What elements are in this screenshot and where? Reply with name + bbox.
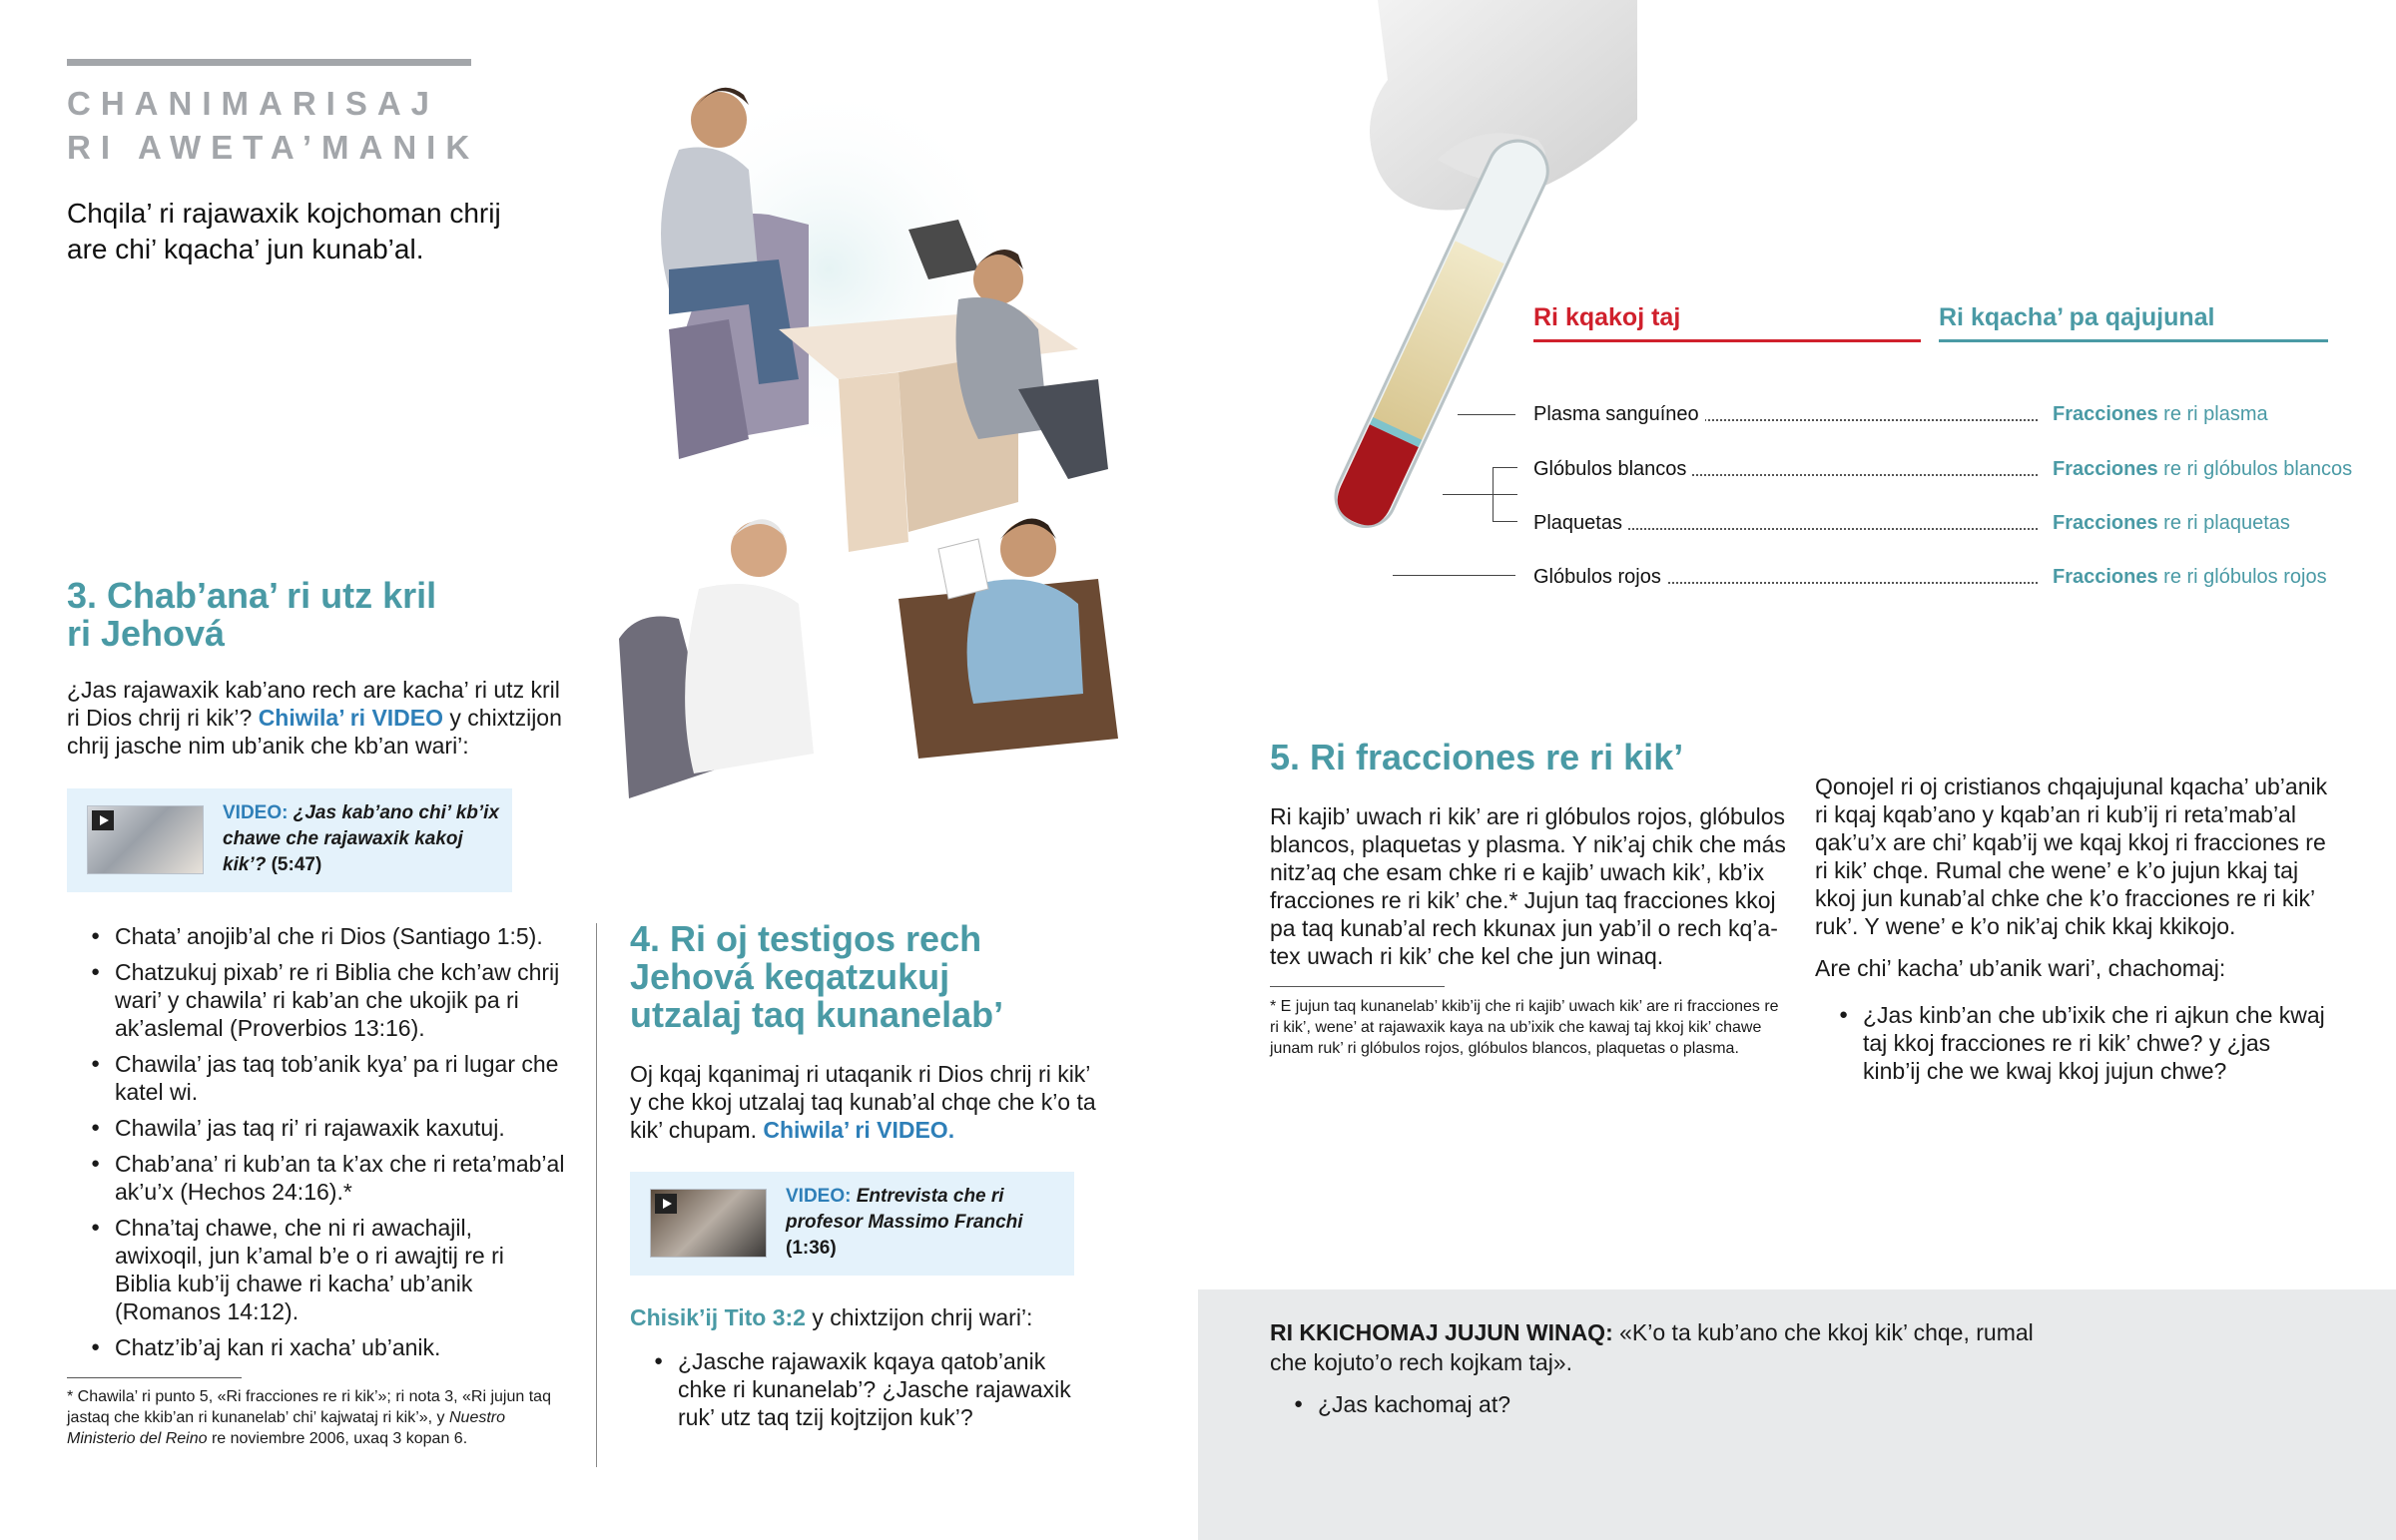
chart-header-rule-teal bbox=[1939, 339, 2328, 342]
video-thumbnail[interactable] bbox=[87, 805, 204, 874]
kicker-line-1: CHANIMARISAJ bbox=[67, 85, 440, 122]
panel-label: RI KKICHOMAJ JUJUN WINAQ: bbox=[1270, 1319, 1613, 1345]
section-5-heading: 5. Ri fracciones re ri kik’ bbox=[1270, 737, 1684, 777]
video-thumbnail[interactable] bbox=[650, 1189, 767, 1258]
section-3-bullet-list bbox=[67, 922, 566, 1369]
video-caption bbox=[223, 800, 502, 878]
fraction-label-rest: re ri plasma bbox=[2157, 403, 2268, 425]
footnote-right: * E jujun taq kunanelab’ kkib’ij che ri kajib’ uwach kik’ are ri fracciones re ri kik’, wene’ at rajawaxik kaya na ub’ixik che kawaj taj kkoj kik’ chawe junam ruk’ ri glóbulos rojos, glóbulos blancos, plaquetas o plasma. bbox=[1270, 998, 1779, 1057]
watch-video-link-2[interactable]: Chiwila’ ri VIDEO. bbox=[763, 1117, 955, 1143]
fraction-label-rest: re ri glóbulos rojos bbox=[2157, 566, 2327, 588]
section-5-body-right bbox=[1815, 772, 2334, 982]
section-4-heading: 4. Ri oj testigos rech Jehová keqatzukuj utzalaj taq kunanelab’ bbox=[630, 918, 1004, 1035]
fraction-label-bold: Fracciones bbox=[2053, 512, 2158, 534]
video-caption bbox=[786, 1184, 1065, 1262]
footnote-publication: Nuestro Ministerio del Reino bbox=[67, 1409, 506, 1447]
play-icon[interactable] bbox=[92, 810, 114, 830]
leader-line bbox=[1493, 467, 1517, 468]
blood-components-chart bbox=[1418, 289, 2356, 609]
section-3-body bbox=[67, 676, 566, 760]
chart-row bbox=[1533, 508, 2342, 538]
footnote-text-end: re noviembre 2006, uxaq 3 kopan 6. bbox=[207, 1430, 468, 1447]
video-label: VIDEO: bbox=[786, 1186, 852, 1207]
section-3-heading: 3. Chab’ana’ ri utz kril ri Jehová bbox=[67, 575, 437, 654]
scripture-instruction bbox=[630, 1303, 1099, 1331]
video-duration: (1:36) bbox=[786, 1238, 837, 1259]
watch-video-link[interactable]: Chiwila’ ri VIDEO bbox=[258, 705, 444, 731]
fraction-label-rest: re ri glóbulos blancos bbox=[2157, 458, 2353, 480]
scripture-instruction-text: y chixtzijon chrij wari’: bbox=[805, 1304, 1033, 1330]
section-4-body-text: Oj kqaj kqanimaj ri utaqanik ri Dios chrij ri kik’ y che kkoj utzalaj taq kunab’al chqe che k’o ta kik’ chupam. bbox=[630, 1061, 1096, 1143]
footnote-text: * Chawila’ ri punto 5, «Ri fracciones re ri kik’»; ri nota 3, «Ri jujun taq jastaq che kkib’an ri kunanelab’ chi’ kajwataj ri kik’», y bbox=[67, 1388, 551, 1426]
panel-text bbox=[1270, 1317, 2069, 1377]
section-5-bullet-list bbox=[1815, 1001, 2334, 1093]
chart-row bbox=[1533, 399, 2342, 429]
video-card-interview[interactable] bbox=[630, 1172, 1074, 1276]
video-duration: (5:47) bbox=[271, 854, 322, 875]
chart-header-personal-choice: Ri kqacha’ pa qajujunal bbox=[1939, 303, 2215, 331]
leader-line bbox=[1493, 467, 1494, 521]
leader-line bbox=[1393, 575, 1515, 576]
list-item: ● Chatz’ib’aj kan ri xacha’ ub’anik. bbox=[67, 1333, 566, 1361]
component-label: Glóbulos rojos bbox=[1533, 562, 1667, 592]
fraction-label-rest: re ri plaquetas bbox=[2157, 512, 2290, 534]
list-item: ● Chab’ana’ ri kub’an ta k’ax che ri reta’mab’al ak’u’x (Hechos 24:16).* bbox=[67, 1150, 566, 1206]
top-rule bbox=[67, 59, 471, 66]
leader-line bbox=[1458, 414, 1515, 415]
doctor-consultation-illustration bbox=[599, 80, 1118, 838]
list-item: ● Chatzukuj pixab’ re ri Biblia che kch’aw chrij wari’ y chawila’ ri kab’an che ukojik pa ri ak’aslemal (Proverbios 13:16). bbox=[67, 958, 566, 1042]
chart-header-rule-red bbox=[1533, 339, 1921, 342]
column-divider bbox=[596, 923, 597, 1467]
section-3-body-post: y chixtzijon chrij jasche nim ub’anik che kb’an wari’: bbox=[67, 705, 562, 759]
section-kicker bbox=[67, 82, 506, 170]
list-item: ● Chawila’ jas taq ri’ ri rajawaxik kaxutuj. bbox=[67, 1114, 566, 1142]
footnote-rule bbox=[67, 1377, 242, 1378]
leader-line bbox=[1443, 494, 1517, 495]
fraction-label bbox=[2053, 399, 2268, 429]
chart-header-reject: Ri kqakoj taj bbox=[1533, 303, 1681, 331]
panel-quote: «K’o ta kub’ano che kkoj kik’ chqe, rumal che kojuto’o rech kojkam taj». bbox=[1270, 1319, 2034, 1375]
fraction-label-bold: Fracciones bbox=[2053, 566, 2158, 588]
section-4-bullet-list bbox=[630, 1347, 1099, 1439]
fraction-label bbox=[2053, 454, 2352, 484]
section-5-paragraph: Qonojel ri oj cristianos chqajujunal kqacha’ ub’anik ri kqaj kqab’ano y kqab’an ri kub’ij ri reta’mab’al qak’u’x are chi’ kqab’ij we kqaj kkoj ri fracciones re ri kik’ chqe. Rumal che wene’ e k’o jujun kkaj taj kkoj jun kunab’al chke che k’o fracciones re ri kik’ ruk’. Y wene’ e k’o nik’aj chik kkaj kkikojo. bbox=[1815, 773, 2328, 939]
leader-line bbox=[1493, 521, 1517, 522]
fraction-label-bold: Fracciones bbox=[2053, 403, 2158, 425]
video-card-blood-transfusion[interactable] bbox=[67, 788, 512, 892]
chart-row bbox=[1533, 562, 2342, 592]
kicker-line-2: RI AWETA’MANIK bbox=[67, 129, 480, 166]
section-3-body-pre: ¿Jas rajawaxik kab’ano rech are kacha’ ri utz kril ri Dios chrij ri kik’? bbox=[67, 677, 560, 731]
fraction-label-bold: Fracciones bbox=[2053, 458, 2158, 480]
panel-bullet-list bbox=[1270, 1390, 1969, 1426]
footnote-left bbox=[67, 1386, 566, 1449]
fraction-label bbox=[2053, 562, 2327, 592]
list-item: ● ¿Jas kinb’an che ub’ixik che ri ajkun che kwaj taj kkoj fracciones re ri kik’ chwe? y ¿jas kinb’ij che we kwaj kkoj jujun chwe? bbox=[1815, 1001, 2334, 1085]
section-5-prompt: Are chi’ kacha’ ub’anik wari’, chachomaj: bbox=[1815, 955, 2226, 981]
list-item: ● Chata’ anojib’al che ri Dios (Santiago 1:5). bbox=[67, 922, 566, 950]
footnote-rule bbox=[1270, 986, 1445, 987]
list-item: ● ¿Jasche rajawaxik kqaya qatob’anik chke ri kunanelab’? ¿Jasche rajawaxik ruk’ utz taq tzij kojtzijon kuk’? bbox=[630, 1347, 1099, 1431]
list-item: ● ¿Jas kachomaj at? bbox=[1270, 1390, 1969, 1418]
fraction-label bbox=[2053, 508, 2290, 538]
video-label: VIDEO: bbox=[223, 802, 289, 823]
component-label: Plaquetas bbox=[1533, 508, 1628, 538]
list-item: ● Chna’taj chawe, che ni ri awachajil, awixoqil, jun k’amal b’e o ri awajtij re ri Biblia kub’ij chawe ri kacha’ ub’anik (Romanos 14:12). bbox=[67, 1214, 566, 1325]
component-label: Plasma sanguíneo bbox=[1533, 399, 1705, 429]
video-title: ¿Jas kab’ano chi’ kb’ix chawe che rajawaxik kakoj kik’? bbox=[223, 802, 499, 875]
list-item: ● Chawila’ jas taq tob’anik kya’ pa ri lugar che katel wi. bbox=[67, 1050, 566, 1106]
chart-row bbox=[1533, 454, 2353, 484]
intro-text: Chqila’ ri rajawaxik kojchoman chrij are chi’ kqacha’ jun kunab’al. bbox=[67, 198, 501, 264]
play-icon[interactable] bbox=[655, 1194, 677, 1214]
section-4-body bbox=[630, 1060, 1099, 1144]
scripture-reference-link[interactable]: Chisik’ij Tito 3:2 bbox=[630, 1304, 806, 1330]
section-5-body-left: Ri kajib’ uwach ri kik’ are ri glóbulos rojos, glóbulos blancos, plaquetas y plasma. Y nik’aj chik che más nitz’aq che esam chke ri e kajib’ uwach kik’, kb’ix fracciones re ri kik’ che.* Jujun taq fracciones kkoj pa taq kunab’al rech kkunax jun yab’il o rech kq’a-tex uwach ri kik’ che kel che jun winaq. bbox=[1270, 803, 1786, 969]
video-title: Entrevista che ri profesor Massimo Franchi bbox=[786, 1186, 1023, 1233]
component-label: Glóbulos blancos bbox=[1533, 454, 1692, 484]
